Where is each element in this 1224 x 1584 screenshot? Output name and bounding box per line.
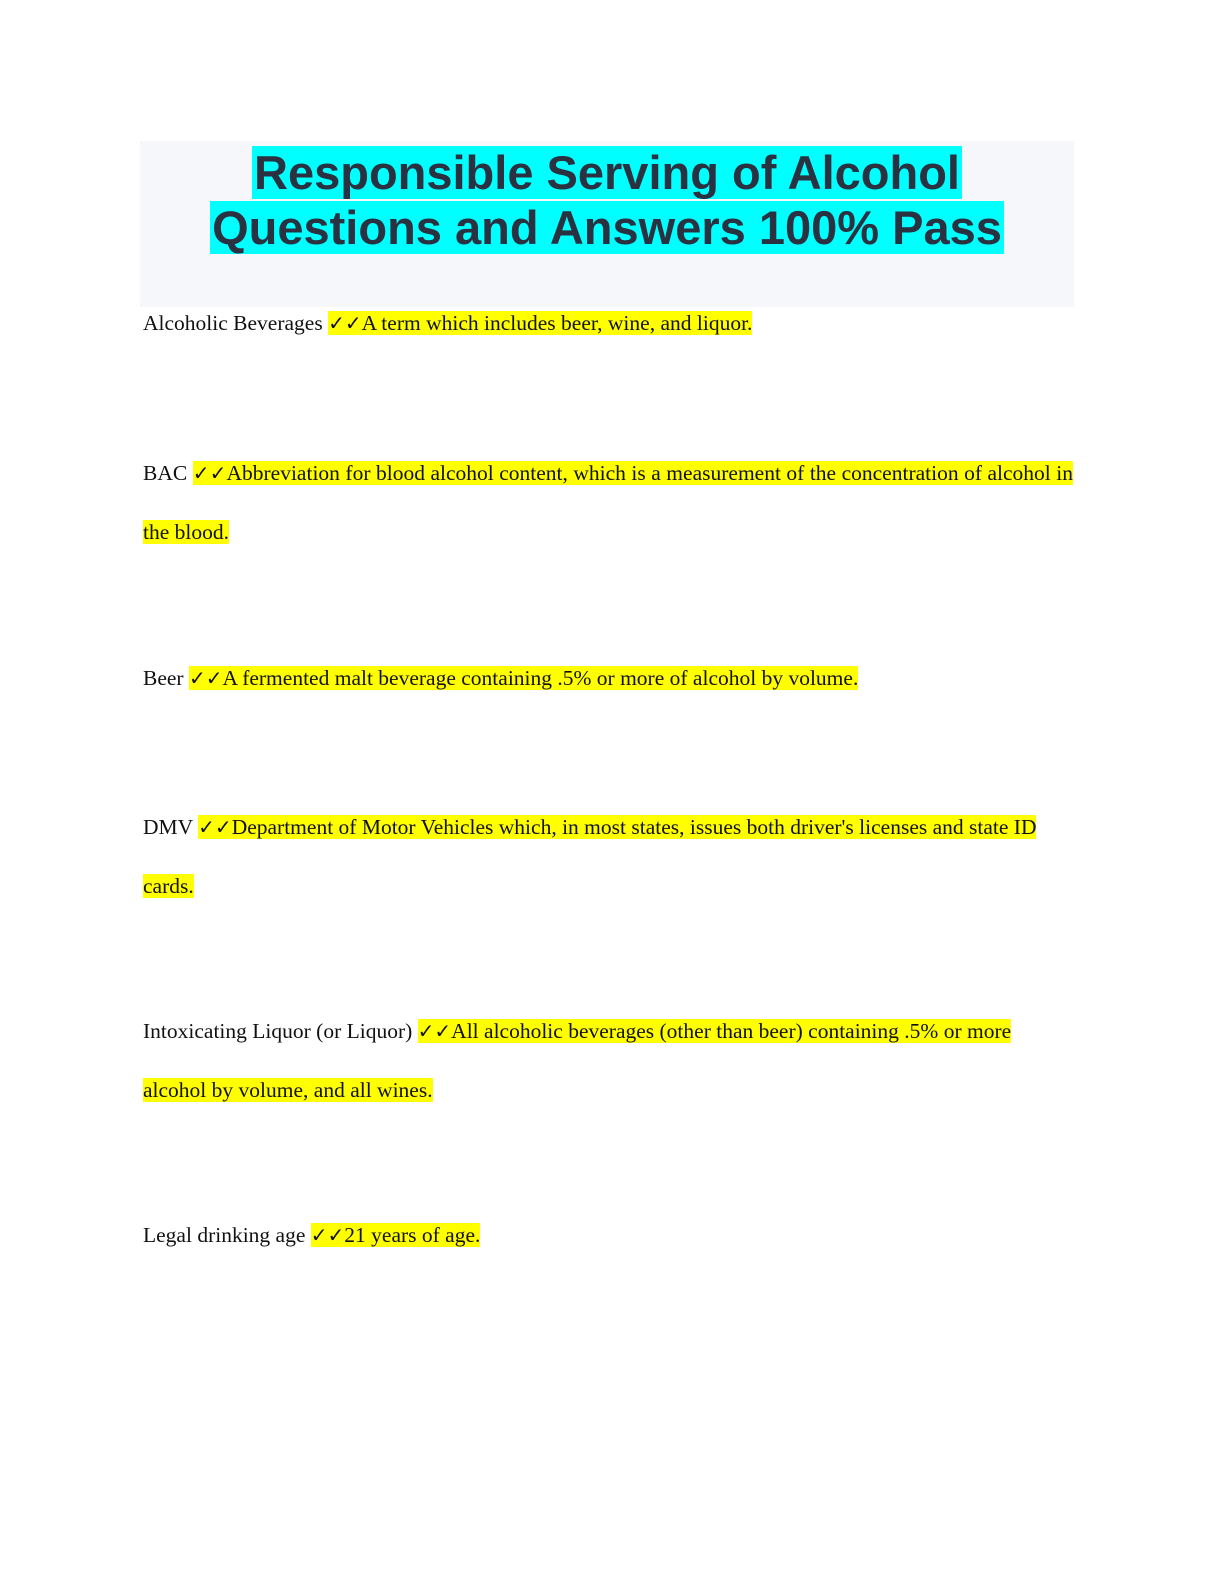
title-line-2: Questions and Answers 100% Pass: [212, 201, 1002, 254]
qa-item-beer: [143, 649, 1073, 708]
answer-text: Abbreviation for blood alcohol content, which is a measurement of the concentration of alcohol in the blood.: [143, 461, 1074, 544]
answer-text: A term which includes beer, wine, and liquor.: [361, 311, 753, 335]
term: Alcoholic Beverages: [143, 311, 323, 335]
qa-item-legal-drinking-age: [143, 1206, 1073, 1265]
answer-text: 21 years of age.: [344, 1223, 481, 1247]
document-title: [140, 141, 1074, 255]
answer: [311, 1223, 481, 1247]
qa-item-bac: [143, 444, 1073, 562]
qa-item-dmv: [143, 798, 1073, 916]
term: BAC: [143, 461, 188, 485]
title-line-1: Responsible Serving of Alcohol: [254, 146, 960, 199]
answer: [189, 666, 858, 690]
double-check-icon: ✓✓: [188, 666, 223, 690]
answer-text: Department of Motor Vehicles which, in most states, issues both driver's licenses and state ID cards.: [143, 815, 1037, 898]
title-block: [140, 141, 1074, 307]
term: Intoxicating Liquor (or Liquor): [143, 1019, 413, 1043]
double-check-icon: ✓✓: [198, 815, 232, 839]
double-check-icon: ✓✓: [192, 461, 227, 485]
qa-item-alcoholic-beverages: [143, 294, 1073, 353]
answer-text: All alcoholic beverages (other than beer) containing .5% or more alcohol by volume, and all wines.: [143, 1019, 1012, 1102]
term: Beer: [143, 666, 184, 690]
answer: [143, 815, 1036, 898]
answer-text: A fermented malt beverage containing .5% or more of alcohol by volume.: [222, 666, 859, 690]
qa-item-intoxicating-liquor: [143, 1002, 1073, 1120]
double-check-icon: ✓✓: [310, 1223, 345, 1247]
term: DMV: [143, 815, 193, 839]
term: Legal drinking age: [143, 1223, 306, 1247]
double-check-icon: ✓✓: [328, 311, 362, 335]
answer: [143, 461, 1073, 544]
double-check-icon: ✓✓: [417, 1019, 452, 1043]
answer: [328, 311, 752, 335]
